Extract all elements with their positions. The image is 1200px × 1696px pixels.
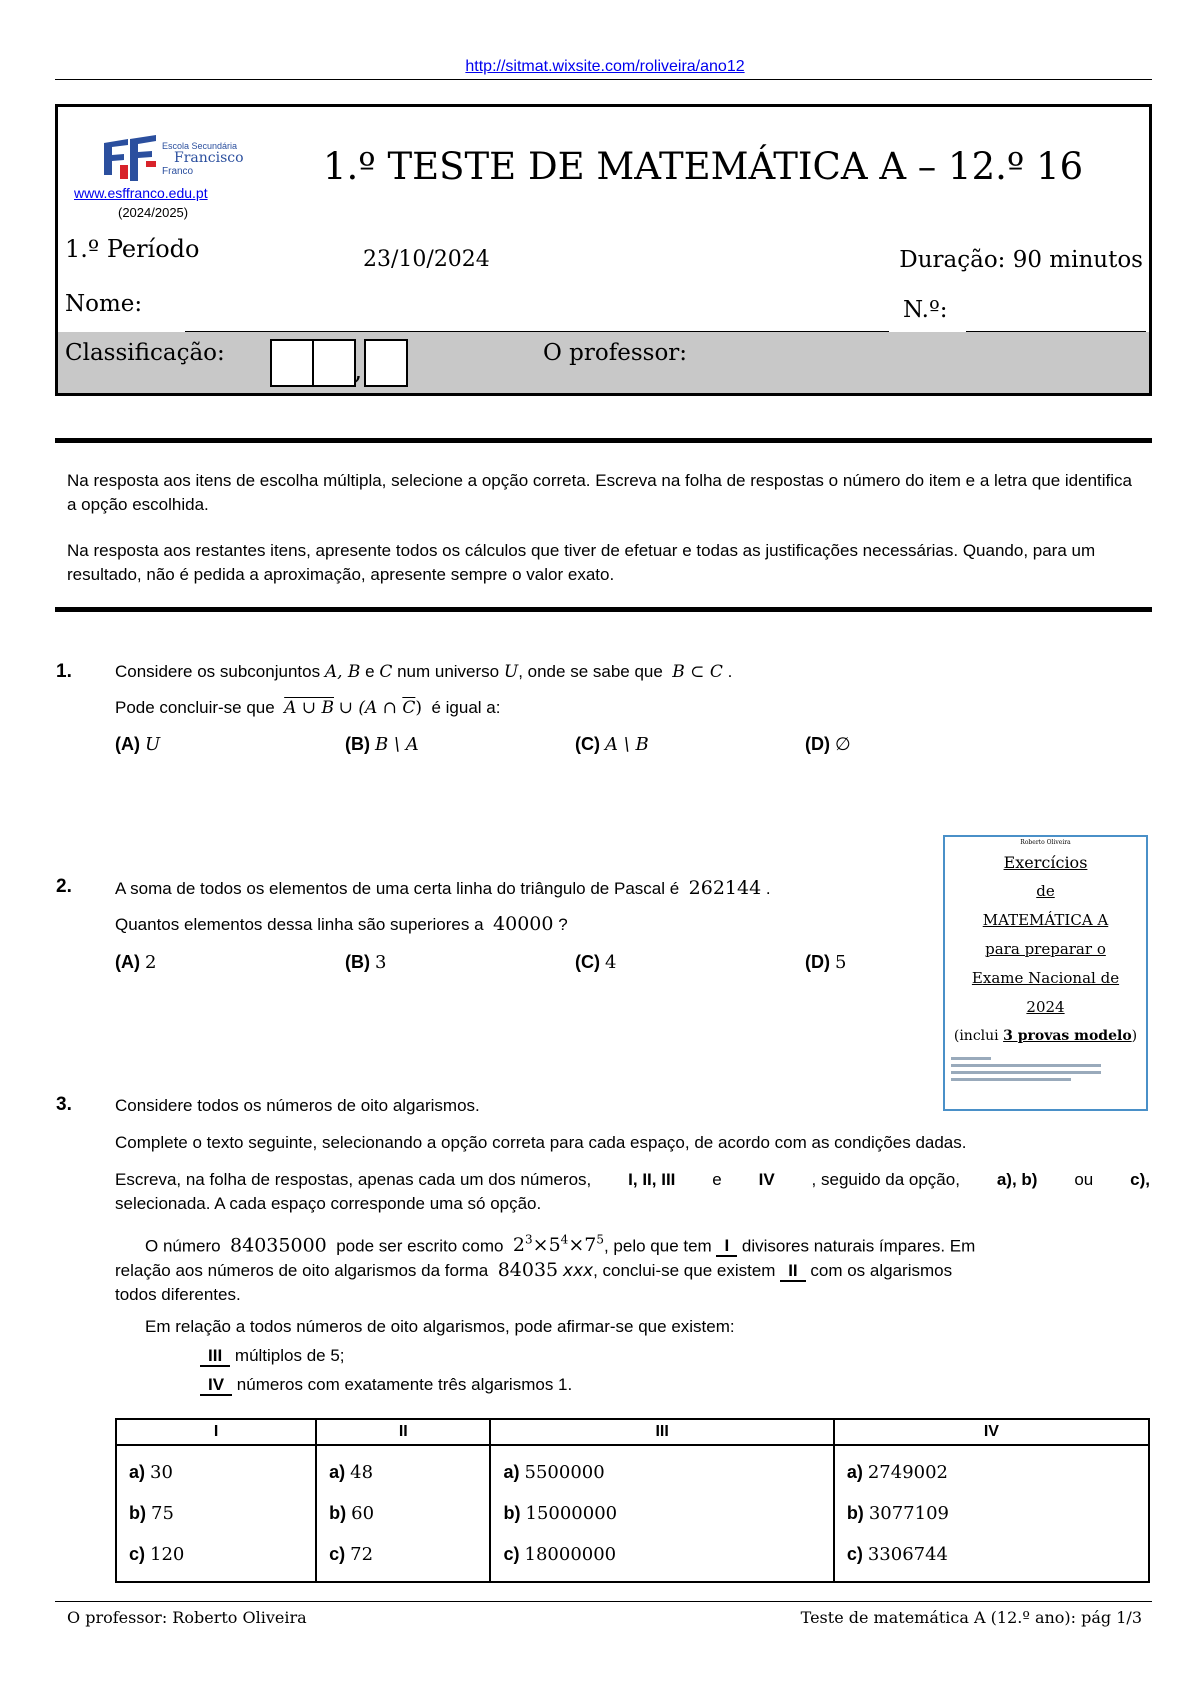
q1-option-a[interactable]: (A) U — [115, 734, 161, 755]
col-header-iii: III — [490, 1419, 833, 1445]
q3-p2: Complete o texto seguinte, selecionando a opção correta para cada espaço, de acordo com as condições dadas. — [115, 1133, 967, 1152]
book-title-6: 2024 — [1026, 998, 1065, 1016]
blank-i: I — [716, 1237, 737, 1257]
q1-option-d[interactable]: (D) ∅ — [805, 734, 851, 755]
book-title-7: (inclui 3 provas modelo) — [953, 1028, 1138, 1044]
q2-option-b[interactable]: (B) 3 — [345, 952, 387, 973]
instructions-top-rule — [55, 438, 1152, 443]
option-iv-a[interactable]: a) 2749002 — [846, 1462, 949, 1483]
col-iii-options — [490, 1445, 833, 1582]
q2-option-c[interactable]: (C) 4 — [575, 952, 617, 973]
q2-option-a[interactable]: (A) 2 — [115, 952, 157, 973]
book-title-1: Exercícios — [1003, 853, 1088, 872]
test-duration: Duração: 90 minutos — [899, 247, 1143, 273]
school-logo — [100, 135, 244, 183]
q3-p6: III múltiplos de 5; — [200, 1344, 345, 1368]
q3-p1: Considere todos os números de oito algarismos. — [115, 1096, 480, 1115]
option-ii-a[interactable]: a) 48 — [329, 1462, 374, 1483]
book-title-2: de — [1036, 882, 1055, 900]
book-ad[interactable] — [943, 835, 1148, 1111]
classification-box-2[interactable] — [312, 339, 356, 387]
option-i-b[interactable]: b) 75 — [129, 1503, 174, 1524]
option-i-a[interactable]: a) 30 — [129, 1462, 173, 1483]
col-header-iv: IV — [834, 1419, 1149, 1445]
q1-number: 1. — [56, 661, 72, 682]
logo-text-1: Escola Secundária — [162, 141, 238, 151]
q3-p3: Escreva, na folha de respostas, apenas cada um dos números, I, II, III e IV , seguido da opção, a), b) ou c), selecionada. A cada espaço corresponde uma só opção. — [115, 1170, 1150, 1213]
period: 1.º Período — [65, 235, 200, 263]
q3-p5: Em relação a todos números de oito algarismos, pode afirmar-se que existem: — [145, 1317, 735, 1336]
q2-number: 2. — [56, 876, 72, 897]
test-header-box — [55, 104, 1152, 396]
instructions-bottom-rule — [55, 607, 1152, 612]
classification-label: Classificação: — [65, 340, 225, 366]
header-url[interactable]: http://sitmat.wixsite.com/roliveira/ano12 — [465, 58, 745, 75]
blank-iv: IV — [200, 1376, 232, 1396]
classification-row — [58, 332, 1149, 393]
option-iv-c[interactable]: c) 3306744 — [846, 1544, 949, 1565]
col-header-ii: II — [316, 1419, 490, 1445]
book-small-print — [945, 1051, 1146, 1087]
footer-rule — [55, 1601, 1152, 1602]
q2-line2: Quantos elementos dessa linha são superiores a 40000 ? — [115, 913, 568, 935]
q3-options-table — [115, 1418, 1150, 1583]
option-iii-a[interactable]: a) 5500000 — [503, 1462, 605, 1483]
q1-option-c[interactable]: (C) A \ B — [575, 734, 649, 755]
q1-line2: Pode concluir-se que A ∪ B ∪ (A ∩ $\overline{C}$) é igual a: — [115, 698, 501, 718]
col-header-i: I — [116, 1419, 316, 1445]
blank-ii: II — [780, 1262, 805, 1282]
option-i-c[interactable]: c) 120 — [129, 1544, 185, 1565]
number-label: N.º: — [903, 297, 948, 323]
school-site-link[interactable]: www.esffranco.edu.pt — [74, 185, 208, 201]
test-date: 23/10/2024 — [363, 247, 490, 272]
instructions-p1: Na resposta aos itens de escolha múltipla, selecione a opção correta. Escreva na folha de respostas o número do item e a letra que identifica a opção escolhida. — [67, 471, 1132, 514]
q3-p7: IV números com exatamente três algarismos 1. — [200, 1373, 572, 1397]
blank-iii: III — [200, 1347, 230, 1367]
teacher-label: O professor: — [543, 340, 688, 366]
option-iii-b[interactable]: b) 15000000 — [503, 1503, 618, 1524]
instructions-p2: Na resposta aos restantes itens, apresente todos os cálculos que tiver de efetuar e todas as justificações necessárias. Quando, para um resultado, não é pedida a aproximação, apresente sempre o valor exato. — [67, 541, 1096, 584]
col-ii-options — [316, 1445, 490, 1582]
col-i-options — [116, 1445, 316, 1582]
book-author: Roberto Oliveira — [1020, 839, 1071, 846]
header-rule — [55, 79, 1152, 80]
classification-box-1[interactable] — [270, 339, 314, 387]
decimal-comma: , — [354, 356, 363, 386]
classification-box-3[interactable] — [364, 339, 408, 387]
q1-option-b[interactable]: (B) B \ A — [345, 734, 419, 755]
option-ii-b[interactable]: b) 60 — [329, 1503, 375, 1524]
footer-page: Teste de matemática A (12.º ano): pág 1/3 — [800, 1608, 1142, 1627]
q1-line1: Considere os subconjuntos A, B e C num universo U, onde se sabe que B ⊂ C . — [115, 662, 733, 682]
q2-line1: A soma de todos os elementos de uma certa linha do triângulo de Pascal é 262144 . — [115, 877, 771, 899]
footer-teacher: O professor: Roberto Oliveira — [67, 1608, 307, 1627]
book-title-3: MATEMÁTICA A — [982, 911, 1109, 929]
name-label: Nome: — [65, 291, 143, 317]
school-year: (2024/2025) — [118, 205, 189, 220]
q3-number: 3. — [56, 1094, 72, 1115]
option-iv-b[interactable]: b) 3077109 — [846, 1503, 949, 1524]
book-title-5: Exame Nacional de — [971, 969, 1120, 987]
book-title-4: para preparar o — [985, 940, 1106, 958]
option-ii-c[interactable]: c) 72 — [329, 1544, 374, 1565]
logo-text-2: Francisco — [174, 150, 244, 166]
test-title: 1.º TESTE DE MATEMÁTICA A – 12.º 16 — [323, 145, 1084, 188]
q3-p4: O número 84035000 pode ser escrito como $2^3\times 5^4\times 7^5$, pelo que tem I divisores naturais ímpares. Em relação aos números de oito algarismos da forma 84035 xxx, conclui-se que existem II com os algarismos todos diferentes. — [115, 1233, 976, 1305]
school-logo-icon — [100, 135, 160, 183]
option-iii-c[interactable]: c) 18000000 — [503, 1544, 617, 1565]
col-iv-options — [834, 1445, 1149, 1582]
q2-option-d[interactable]: (D) 5 — [805, 952, 847, 973]
logo-text-3: Franco — [162, 166, 194, 177]
